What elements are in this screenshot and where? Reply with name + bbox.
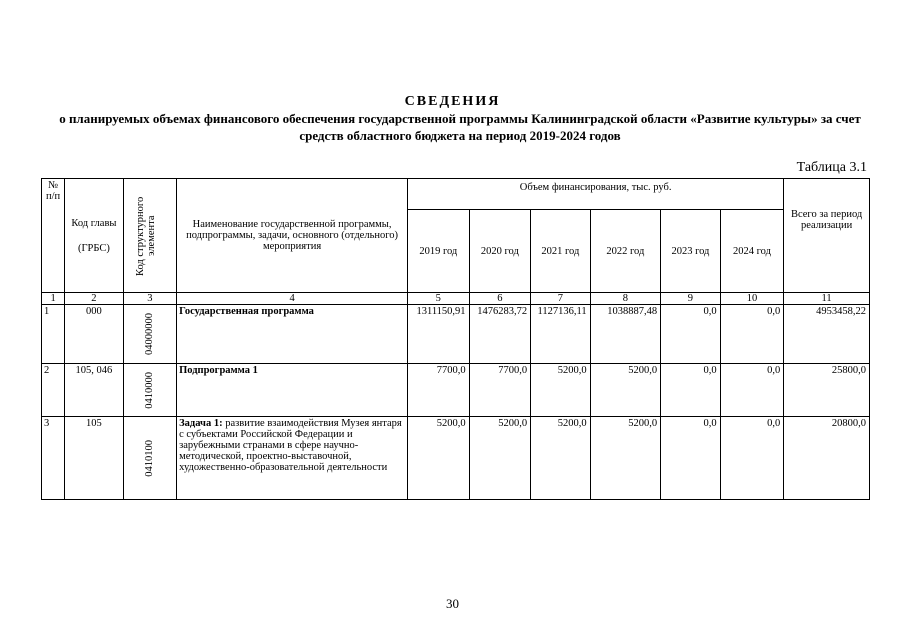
row-name: Подпрограмма 1	[177, 364, 408, 417]
row-value-2023: 0,0	[661, 305, 721, 364]
row-value-2024: 0,0	[720, 305, 784, 364]
row-value-2023: 0,0	[661, 417, 721, 500]
header-num: № п/п	[42, 179, 65, 293]
header-year-2022: 2022 год	[590, 210, 661, 293]
column-number: 5	[408, 293, 470, 305]
header-struct-code-text: Код структурного элемента	[134, 195, 157, 276]
column-number: 6	[469, 293, 531, 305]
row-value-2021: 1127136,11	[531, 305, 591, 364]
header-year-2020: 2020 год	[469, 210, 531, 293]
header-name: Наименование государственной программы, подпрограммы, задачи, основного (отдельного) мероприятия	[177, 179, 408, 293]
row-name-bold: Задача 1:	[179, 418, 223, 429]
row-value-2022: 1038887,48	[590, 305, 661, 364]
row-code: 0410100	[144, 439, 156, 477]
column-number: 11	[784, 293, 870, 305]
document-subtitle: о планируемых объемах финансового обеспечения государственной программы Калининградской области «Развитие культуры» за счет средств областного бюджета на период 2019-2024 годов	[59, 111, 861, 143]
column-number: 4	[177, 293, 408, 305]
row-total: 4953458,22	[784, 305, 870, 364]
header-year-2019: 2019 год	[408, 210, 470, 293]
column-number: 2	[65, 293, 123, 305]
row-value-2021: 5200,0	[531, 364, 591, 417]
column-number: 10	[720, 293, 784, 305]
row-value-2022: 5200,0	[590, 417, 661, 500]
row-name	[177, 417, 408, 500]
row-value-2019: 1311150,91	[408, 305, 470, 364]
row-total: 25800,0	[784, 364, 870, 417]
header-year-2024: 2024 год	[720, 210, 784, 293]
row-value-2022: 5200,0	[590, 364, 661, 417]
row-value-2024: 0,0	[720, 364, 784, 417]
row-num: 2	[42, 364, 65, 417]
header-chapter-code	[65, 179, 123, 293]
header-funding: Объем финансирования, тыс. руб.	[408, 179, 784, 210]
row-value-2019: 7700,0	[408, 364, 470, 417]
table-label: Таблица 3.1	[796, 160, 867, 175]
row-name-rest: развитие взаимодействия Музея янтаря с субъектами Российской Федерации и зарубежными странами в сфере научно-методической, проектно-выставочной, художественно-образовательной деятельности	[179, 418, 402, 473]
header-year-2021: 2021 год	[531, 210, 591, 293]
column-number: 7	[531, 293, 591, 305]
column-number: 9	[661, 293, 721, 305]
table-row	[42, 364, 870, 417]
row-name: Государственная программа	[177, 305, 408, 364]
row-code: 04000000	[144, 313, 156, 355]
document-title: СВЕДЕНИЯ	[404, 94, 501, 109]
row-chapter: 000	[65, 305, 123, 364]
row-value-2024: 0,0	[720, 417, 784, 500]
header-chapter-code-line2: (ГРБС)	[77, 242, 110, 254]
row-code: 0410000	[144, 371, 156, 409]
row-value-2023: 0,0	[661, 364, 721, 417]
column-number: 1	[42, 293, 65, 305]
column-number-row	[42, 293, 870, 305]
column-number: 3	[123, 293, 176, 305]
row-value-2020: 5200,0	[469, 417, 531, 500]
row-chapter: 105	[65, 417, 123, 500]
table-row	[42, 305, 870, 364]
row-code-cell	[123, 305, 176, 364]
row-chapter: 105, 046	[65, 364, 123, 417]
header-struct-code	[123, 179, 176, 293]
page-number: 30	[446, 596, 459, 611]
row-value-2020: 1476283,72	[469, 305, 531, 364]
table-row	[42, 417, 870, 500]
column-number: 8	[590, 293, 661, 305]
row-value-2019: 5200,0	[408, 417, 470, 500]
funding-table	[41, 178, 870, 500]
row-num: 3	[42, 417, 65, 500]
header-year-2023: 2023 год	[661, 210, 721, 293]
header-total: Всего за период реализации	[784, 179, 870, 293]
row-value-2021: 5200,0	[531, 417, 591, 500]
row-value-2020: 7700,0	[469, 364, 531, 417]
row-num: 1	[42, 305, 65, 364]
header-chapter-code-line1: Код главы	[71, 217, 117, 229]
row-code-cell	[123, 364, 176, 417]
row-code-cell	[123, 417, 176, 500]
row-total: 20800,0	[784, 417, 870, 500]
